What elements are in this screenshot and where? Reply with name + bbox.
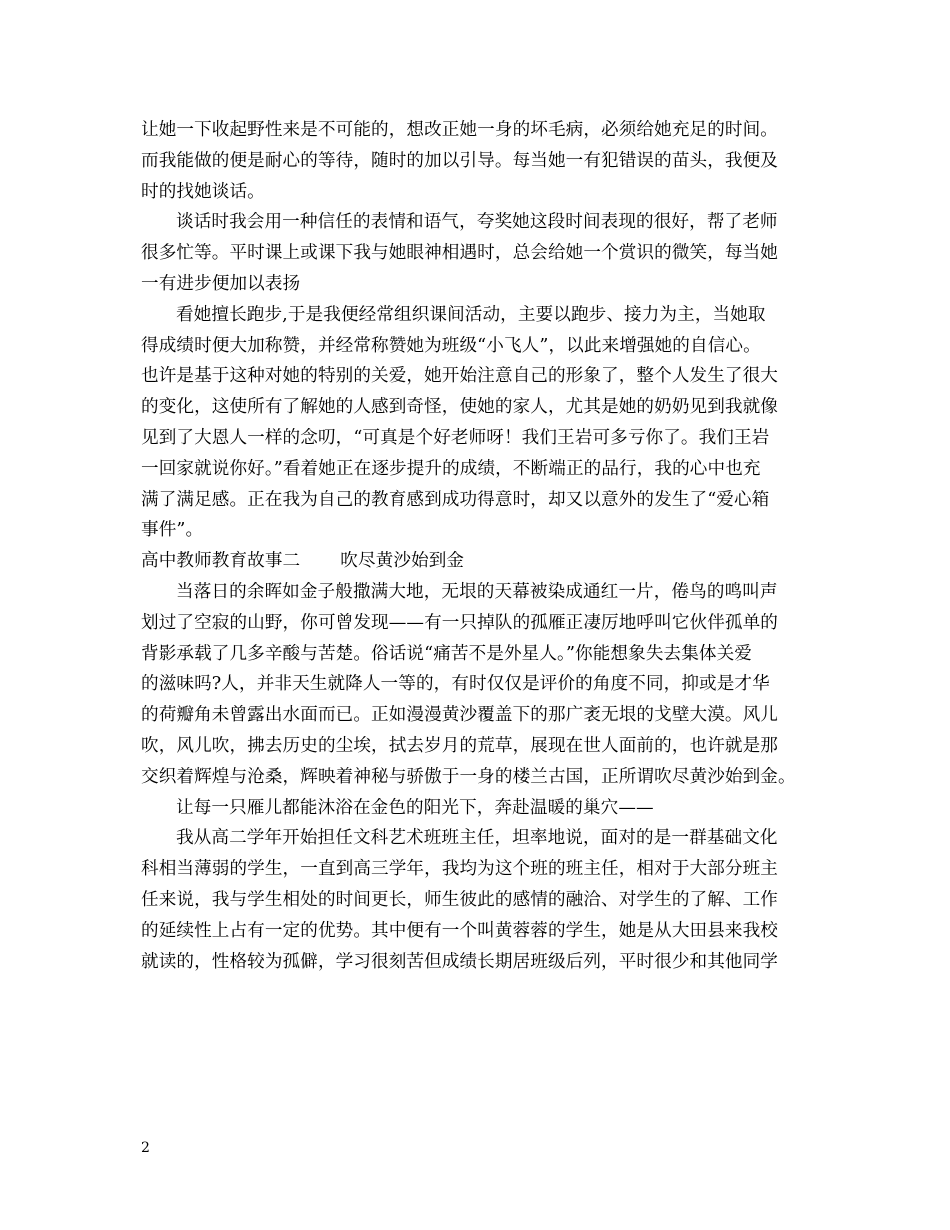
text-line: 事件”。	[141, 520, 204, 541]
text-line: 的荷瓣角未曾露出水面而已。正如漫漫黄沙覆盖下的那广袤无垠的戈壁大漠。风儿	[141, 705, 778, 726]
text-line: 科相当薄弱的学生，一直到高三学年，我均为这个班的班主任，相对于大部分班主	[141, 859, 778, 880]
section-heading-subtitle: 吹尽黄沙始到金	[340, 551, 465, 572]
text-line: 吹，风儿吹，拂去历史的尘埃，拭去岁月的荒草，展现在世人面前的，也许就是那	[141, 735, 778, 756]
text-line: 看她擅长跑步,于是我便经常组织课间活动，主要以跑步、接力为主，当她取	[176, 304, 766, 325]
section-heading	[141, 546, 821, 577]
text-line: 一回家就说你好。”看着她正在逐步提升的成绩，不断端正的品行，我的心中也充	[141, 458, 761, 479]
text-line: 划过了空寂的山野，你可曾发现——有一只掉队的孤雁正凄厉地呼叫它伙伴孤单的	[141, 612, 778, 633]
paragraph-block-1	[141, 115, 821, 546]
paragraph-block-2	[141, 577, 821, 977]
text-line: 满了满足感。正在我为自己的教育感到成功得意时，却又以意外的发生了“爱心箱	[141, 489, 770, 510]
text-line: 很多忙等。平时课上或课下我与她眼神相遇时，总会给她一个赏识的微笑，每当她	[141, 243, 778, 264]
text-line: 当落日的余晖如金子般撒满大地，无垠的天幕被染成通红一片，倦鸟的鸣叫声	[176, 581, 778, 602]
text-line: 让她一下收起野性来是不可能的，想改正她一身的坏毛病，必须给她充足的时间。	[141, 120, 778, 140]
text-line: 我从高二学年开始担任文科艺术班班主任，坦率地说，面对的是一群基础文化	[176, 828, 778, 849]
text-line: 见到了大恩人一样的念叨，“可真是个好老师呀！我们王岩可多亏你了。我们王岩	[141, 427, 770, 448]
section-heading-title: 高中教师教育故事二	[141, 551, 301, 572]
text-line: 谈话时我会用一种信任的表情和语气，夸奖她这段时间表现的很好，帮了老师	[176, 212, 778, 233]
text-line: 就读的，性格较为孤僻，学习很刻苦但成绩长期居班级后列，平时很少和其他同学	[141, 951, 778, 972]
text-line: 的变化，这使所有了解她的人感到奇怪，使她的家人，尤其是她的奶奶见到我就像	[141, 397, 778, 418]
text-line: 得成绩时便大加称赞，并经常称赞她为班级“小飞人”，以此来增强她的自信心。	[141, 335, 761, 356]
text-line: 背影承载了几多辛酸与苦楚。俗话说“痛苦不是外星人。”你能想象失去集体关爱	[141, 643, 752, 664]
text-line: 任来说，我与学生相处的时间更长，师生彼此的感情的融洽、对学生的了解、工作	[141, 889, 778, 910]
document-body	[141, 115, 821, 977]
text-line: 让每一只雁儿都能沐浴在金色的阳光下，奔赴温暖的巢穴——	[176, 797, 654, 818]
text-line: 的延续性上占有一定的优势。其中便有一个叫黄蓉蓉的学生，她是从大田县来我校	[141, 920, 778, 941]
text-line: 而我能做的便是耐心的等待，随时的加以引导。每当她一有犯错误的苗头，我便及	[141, 150, 778, 171]
text-line: 交织着辉煌与沧桑，辉映着神秘与骄傲于一身的楼兰古国，正所谓吹尽黄沙始到金。	[141, 766, 796, 787]
text-line: 的滋味吗?人，并非天生就降人一等的，有时仅仅是评价的角度不同，抑或是才华	[141, 674, 770, 695]
text-line: 也许是基于这种对她的特别的关爱，她开始注意自己的形象了，整个人发生了很大	[141, 366, 778, 387]
text-line: 时的找她谈话。	[141, 181, 265, 202]
text-line: 一有进步便加以表扬	[141, 273, 301, 294]
page-number: 2	[141, 1140, 150, 1156]
